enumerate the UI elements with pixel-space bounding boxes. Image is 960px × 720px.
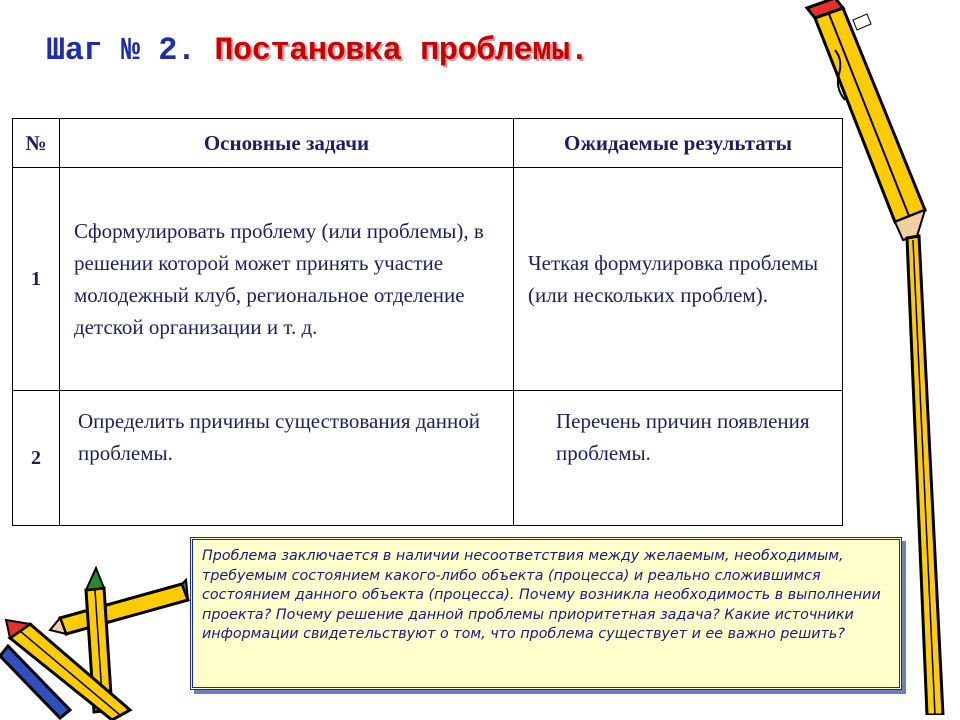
column-header-results: Ожидаемые результаты xyxy=(514,119,843,168)
row-number: 1 xyxy=(13,168,60,391)
result-cell: Перечень причин появления проблемы. xyxy=(514,391,843,526)
table-row xyxy=(13,168,843,391)
title-topic: Постановка проблемы. xyxy=(214,32,589,69)
column-header-tasks: Основные задачи xyxy=(60,119,514,168)
table-row xyxy=(13,391,843,526)
pencil-icon xyxy=(795,0,955,715)
column-header-number: № xyxy=(13,119,60,168)
slide-title xyxy=(46,32,588,69)
pencils-icon xyxy=(0,560,190,720)
table-header-row xyxy=(13,119,843,168)
tasks-table xyxy=(12,118,843,526)
title-step: Шаг № 2. xyxy=(46,32,196,69)
problem-definition-note: Проблема заключается в наличии несоответствия между желаемым, необходимым, требуемым состоянием какого-либо объекта (процесса) и реально сложившимся состоянием данного объекта (процесса). Почему возникла необходимость в выполнении проекта? Почему решение данной проблемы приоритетная задача? Какие источники информации свидетельствуют о том, что проблема существует и ее важно решить? xyxy=(190,537,902,690)
row-number: 2 xyxy=(13,391,60,526)
result-cell: Четкая формулировка проблемы (или нескольких проблем). xyxy=(514,168,843,391)
task-cell: Определить причины существования данной проблемы. xyxy=(60,391,514,526)
task-cell: Сформулировать проблему (или проблемы), в решении которой может принять участие молодежный клуб, региональное отделение детской организации и т. д. xyxy=(60,168,514,391)
